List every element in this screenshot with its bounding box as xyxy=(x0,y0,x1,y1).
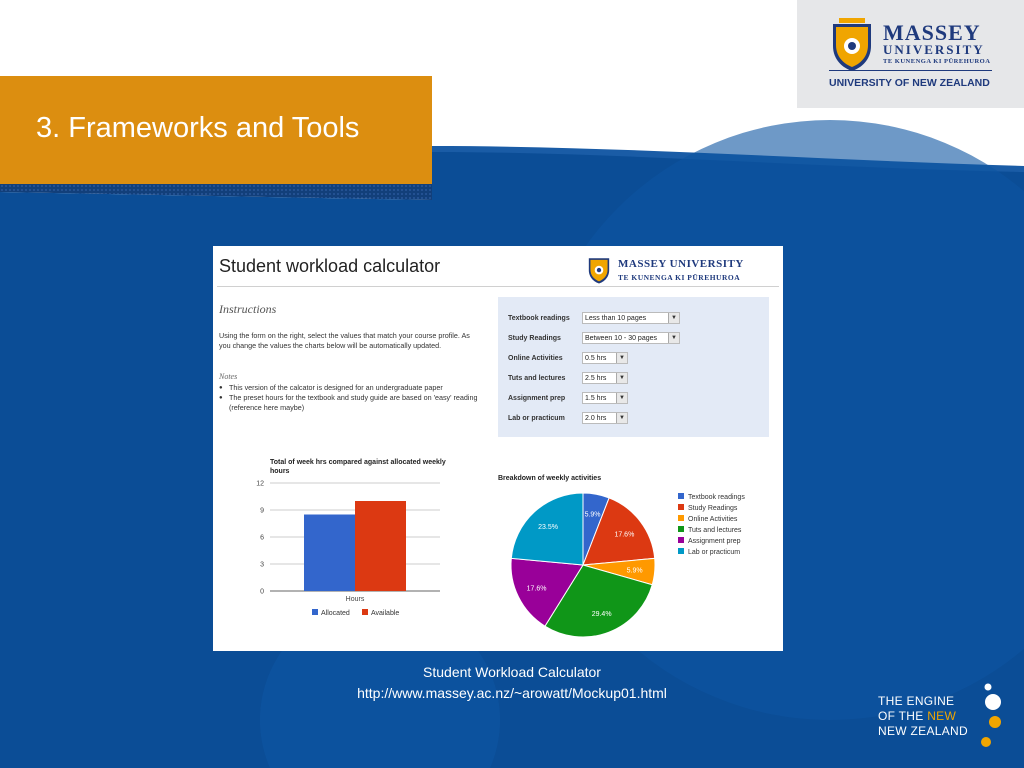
massey-logo xyxy=(797,0,1024,108)
app-logo-sub: TE KUNENGA KI PŪREHUROA xyxy=(618,273,741,282)
pie-data-label: 23.5% xyxy=(538,524,559,532)
list-item: ● The preset hours for the textbook and study guide are based on 'easy' reading (reference here maybe) xyxy=(219,393,481,413)
legend-label: Assignment prep xyxy=(688,538,741,545)
legend-swatch xyxy=(678,504,684,510)
y-tick-label: 12 xyxy=(256,480,264,488)
legend-label: Available xyxy=(371,610,400,617)
bar-available xyxy=(355,501,406,591)
pie-data-label: 17.6% xyxy=(526,585,547,593)
chevron-down-icon: ▼ xyxy=(616,373,627,383)
logo-nz: UNIVERSITY OF NEW ZEALAND xyxy=(829,77,990,89)
logo-maori: TE KUNENGA KI PŪREHUROA xyxy=(883,58,991,65)
tagline-line1: THE ENGINE xyxy=(878,694,955,708)
charts xyxy=(213,246,783,651)
assignment-select[interactable]: 1.5 hrs ▼ xyxy=(582,392,628,404)
legend-label: Textbook readings xyxy=(688,494,745,501)
pie-data-label: 17.6% xyxy=(614,531,635,539)
bar-allocated xyxy=(304,515,355,592)
notes-heading: Notes xyxy=(219,372,238,381)
chevron-down-icon: ▼ xyxy=(616,393,627,403)
tuts-select[interactable]: 2.5 hrs ▼ xyxy=(582,372,628,384)
tuts-label: Tuts and lectures xyxy=(508,374,566,382)
pie-chart-title: Breakdown of weekly activities xyxy=(498,475,602,482)
legend-swatch xyxy=(678,493,684,499)
y-tick-label: 0 xyxy=(260,588,264,596)
tagline-line2: OF THE NEW xyxy=(878,709,957,723)
logo-divider xyxy=(829,70,992,71)
app-title: Student workload calculator xyxy=(219,256,441,276)
logo-massey: MASSEY xyxy=(883,20,981,45)
legend-label: Lab or practicum xyxy=(688,549,741,556)
title-band xyxy=(0,76,432,184)
tagline-line3: NEW ZEALAND xyxy=(878,724,968,738)
legend-label: Tuts and lectures xyxy=(688,527,742,534)
textbook-select[interactable]: Less than 10 pages ▼ xyxy=(582,312,680,324)
legend-swatch xyxy=(678,515,684,521)
online-label: Online Activities xyxy=(508,354,563,362)
textbook-label: Textbook readings xyxy=(508,314,570,322)
legend-label: Online Activities xyxy=(688,516,738,523)
pie-data-label: 5.9% xyxy=(584,511,601,519)
legend-swatch xyxy=(678,526,684,532)
logo-university: UNIVERSITY xyxy=(883,42,985,57)
chevron-down-icon: ▼ xyxy=(668,333,679,343)
chevron-down-icon: ▼ xyxy=(668,313,679,323)
pie-data-label: 5.9% xyxy=(626,567,643,575)
online-select[interactable]: 0.5 hrs ▼ xyxy=(582,352,628,364)
x-tick-label: Hours xyxy=(345,596,365,603)
chevron-down-icon: ▼ xyxy=(616,353,627,363)
legend-swatch xyxy=(362,609,368,615)
legend-label: Allocated xyxy=(321,610,350,617)
slide-title: 3. Frameworks and Tools xyxy=(36,112,360,144)
dots-icon xyxy=(975,682,1005,752)
caption-title: Student Workload Calculator xyxy=(423,664,601,680)
list-item: ● This version of the calcator is designed for an undergraduate paper xyxy=(219,383,481,393)
legend-swatch xyxy=(678,548,684,554)
y-tick-label: 9 xyxy=(260,507,264,515)
lab-select[interactable]: 2.0 hrs ▼ xyxy=(582,412,628,424)
crest-icon xyxy=(827,16,877,72)
pie-data-label: 29.4% xyxy=(591,610,612,618)
assignment-label: Assignment prep xyxy=(508,394,566,402)
app-logo-name: MASSEY UNIVERSITY xyxy=(618,258,744,270)
lab-label: Lab or practicum xyxy=(508,414,565,422)
calculator-screenshot xyxy=(213,246,783,651)
legend-swatch xyxy=(678,537,684,543)
legend-swatch xyxy=(312,609,318,615)
bar-chart-title: Total of week hrs compared against allocated weekly hours xyxy=(270,459,446,475)
caption-url: http://www.massey.ac.nz/~arowatt/Mockup01.html xyxy=(357,685,667,701)
study-select[interactable]: Between 10 - 30 pages ▼ xyxy=(582,332,680,344)
legend-label: Study Readings xyxy=(688,505,738,512)
instructions-heading: Instructions xyxy=(219,302,277,316)
chevron-down-icon: ▼ xyxy=(616,413,627,423)
study-label: Study Readings xyxy=(508,334,561,342)
instructions-text: Using the form on the right, select the values that match your course profile. As you change the values the charts below will be automatically updated. xyxy=(219,331,470,350)
y-tick-label: 6 xyxy=(260,534,264,542)
y-tick-label: 3 xyxy=(260,561,264,569)
